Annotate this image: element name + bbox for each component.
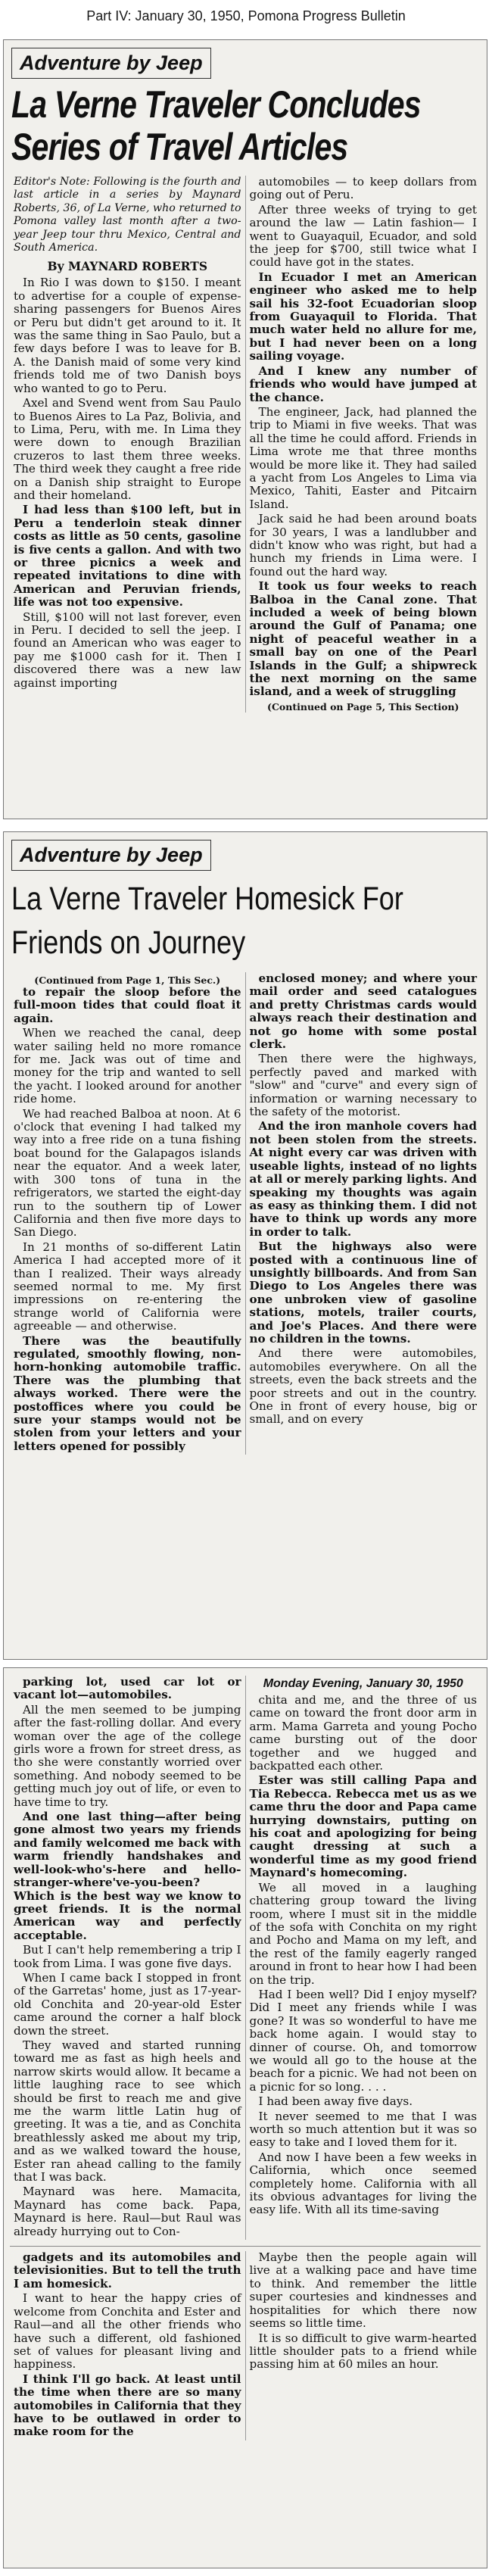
article-columns (4, 1668, 487, 2240)
paragraph: Then there were the highways, perfectly paved and marked with "slow" and "curve" and every sign of information or warning necessary to the safety of the motorist. (249, 1052, 477, 1119)
paragraph: enclosed money; and where your mail order and seed catalogues and pretty Christmas cards would always reach their destination and not go home with some postal clerk. (249, 971, 477, 1052)
headline: La Verne Traveler Homesick For Friends on Journey (11, 881, 403, 961)
paragraph: I had less than $100 left, but in Peru a tenderloin steak dinner costs as little as 50 cents, gasoline is five cents a gallon. And with two or three picnics a week and repeated invitations to dine with American and Peruvian friends, life was not too expensive. (14, 503, 241, 610)
paragraph: parking lot, used car lot or vacant lot—automobiles. (14, 1675, 241, 1702)
headline: La Verne Traveler Concludes Series of Travel Articles (11, 83, 421, 168)
continuation-note: (Continued on Page 5, This Section) (267, 700, 459, 713)
dateline: Monday Evening, January 30, 1950 (263, 1677, 463, 1690)
paragraph: Axel and Svend went from Sau Paulo to Buenos Aires to La Paz, Bolivia, and to Lima, Peru, with me. In Lima they were down to enough Brazilian cruzeros to last them three weeks. The third week they caught a free ride on a Danish ship straight to Europe and their homeland. (14, 396, 241, 502)
column-right (245, 972, 481, 1455)
column-left (10, 972, 245, 1455)
paragraph: And one last thing—after being gone almost two years my friends and family welcomed me back with warm friendly handshakes and well-look-who's-here and hello-stranger-where've-you-been? Which is the best way we know to greet friends. It is the normal American way and perfectly acceptable. (14, 1810, 241, 1942)
series-tag: Adventure by Jeep (11, 48, 211, 79)
paragraph: I want to hear the happy cries of welcome from Conchita and Ester and Raul—and all the other friends who have such a different, old fashioned set of values for pleasant living and happiness. (14, 2291, 241, 2372)
paragraph: Had I been well? Did I enjoy myself? Did I meet any friends while I was gone? It was so wonderful to have me back home again. I would stay to dinner of course. Oh, and tomorrow we would all go to the house at the beach for a picnic. We had not been on a picnic for so long. . . . (249, 1987, 477, 2094)
column-right (245, 1676, 481, 2240)
paragraph: It is so difficult to give warm-hearted little shoulder pats to a friend while passing him at 60 miles an hour. (249, 2331, 477, 2372)
paragraph: Jack said he had been around boats for 30 years, I was a landlubber and didn't know who was right, but had a hunch my friends in Lima were. I found out the hard way. (249, 512, 477, 579)
paragraph: Editor's Note: Following is the fourth and last article in a series by Maynard Roberts, 36, of La Verne, who returned to Pomona valley last month after a two-year Jeep tour thru Mexico, Central and South America. (14, 176, 241, 254)
column-bottom-right (245, 2251, 481, 2440)
paragraph: I had been away five days. (258, 2094, 413, 2109)
paragraph: We had reached Balboa at noon. At 6 o'clock that evening I had talked my way into a free ride on a tuna fishing boat bound for the Galapagos islands near the equator. And a week later, with 300 tons of tuna in the refrigerators, we started the eight-day run to the southern tip of Lower California and then five more days to San Diego. (14, 1106, 241, 1240)
paragraph: Maybe then the people again will live at a walking pace and have time to think. And remember the little super courtesies and kindnesses and hospitalities for which there now seems so little time. (249, 2250, 477, 2331)
article-columns (4, 965, 487, 1455)
paragraph: Ester was still calling Papa and Tia Rebecca. Rebecca met us as we came thru the door and Papa came hurrying downstairs, putting on his coat and apologizing for being caught dressing at such a wonderful time as my good friend Maynard's homecoming. (249, 1773, 477, 1880)
paragraph: They waved and started running toward me as fast as high heels and narrow skirts would allow. It became a little laughing race to see which should be first to reach me and give me the warm little Latin hug of greeting. It was a tie, and as Conchita breathlessly asked me about my trip, and as we walked toward the house, Ester ran ahead calling to the family that I was back. (14, 2038, 241, 2185)
paragraph: But I can't help remembering a trip I took from Lima. I was gone five days. (14, 1943, 241, 1970)
paragraph: In Rio I was down to $150. I meant to advertise for a couple of expense-sharing passengers for Buenos Aires or Peru but didn't get around to it. It was the same thing in Sao Paulo, but a few days before I was to leave for B. A. the Danish maid of some very kind friends told me of two Danish boys who wanted to go to Peru. (14, 276, 241, 395)
paragraph: Maynard was here. Mamacita, Maynard has come back. Papa, Maynard is here. Raul—but Raul was already hurrying out to Con- (14, 2185, 241, 2238)
column-right-body (250, 1694, 478, 2217)
paragraph: chita and me, and the three of us came on toward the front door arm in arm. Mama Garreta and young Pocho came bursting out of the door together and we hugged and backpatted each other. (249, 1693, 477, 1773)
clipping-part-three (3, 1667, 487, 2568)
paragraph: And I knew any number of friends who would have jumped at the chance. (249, 363, 477, 404)
article-columns (4, 168, 487, 713)
paragraph: And now I have been a few weeks in California, which once seemed completely home. California with all its obvious advantages for living the easy life. With all its time-saving (249, 2150, 477, 2217)
paragraph: It never seemed to me that I was worth so much attention but it was so easy to take and I loved them for it. (249, 2109, 477, 2150)
paragraph: It took us four weeks to reach Balboa in the Canal zone. That included a week of being blown around the Gulf of Panama; one night of peaceful weather in a small bay on one of the Pearl Islands in the Gulf; a shipwreck the next morning on the same island, and a week of struggling (249, 579, 477, 699)
paragraph: to repair the sloop before the full-moon tides that could float it again. (14, 985, 241, 1025)
paragraph: automobiles — to keep dollars from going out of Peru. (249, 175, 477, 202)
paragraph: In Ecuador I met an American engineer who asked me to help sail his 32-foot Ecuadorian sloop from Guayaquil to Florida. That much water held no allure for me, but I had never been on a long sailing voyage. (249, 270, 477, 363)
paragraph: I think I'll go back. At least until the time when there are so many automobiles in California that they have to be outlawed in order to make room for the (14, 2372, 241, 2439)
paragraph: But the highways also were posted with a continuous line of unsightly billboards. And from San Diego to Los Angeles there was one unbroken view of gasoline stations, motels, trailer courts, and Joe's Places. And there were no children in the towns. (249, 1240, 477, 1346)
paragraph: gadgets and its automobiles and televisionities. But to tell the truth I am homesick. (14, 2250, 241, 2291)
clipping-part-one (3, 39, 487, 819)
clipping-part-two (3, 831, 487, 1660)
article-columns-bottom (4, 2247, 487, 2440)
paragraph: And there were automobiles, automobiles everywhere. On all the streets, even the back streets and the poor streets and out in the country. One in front of every house, big or small, and on every (249, 1346, 477, 1427)
paragraph: The engineer, Jack, had planned the trip to Miami in five weeks. That was all the time he could afford. Friends in Lima wrote me that three months would be more like it. They had sailed a yacht from Los Angeles to Lima via Mexico, Tahiti, Easter and Pitcairn Island. (249, 404, 477, 511)
paragraph: When I came back I stopped in front of the Garretas' home, just as 17-year-old Conchita and 20-year-old Ester came around the corner a half block down the street. (14, 1970, 241, 2038)
paragraph: After three weeks of trying to get around the law — Latin fashion— I went to Guayaquil, Ecuador, and sold the jeep for $700, still twice what I could have got in the states. (249, 202, 477, 270)
page-caption: Part IV: January 30, 1950, Pomona Progress Bulletin (86, 8, 406, 23)
column-left (10, 176, 245, 713)
paragraph: In 21 months of so-different Latin America I had accepted more of it than I realized. Their ways already seemed normal to me. My first impressions on re-entering the strange world of California were agreeable — and otherwise. (14, 1240, 241, 1333)
paragraph: When we reached the canal, deep water sailing held no more romance for me. Jack was out of time and money for the trip and wanted to sell the yacht. I looked around for another ride home. (14, 1026, 241, 1106)
paragraph: And the iron manhole covers had not been stolen from the streets. At night every car was driven with useable lights, instead of no lights at all or merely parking lights. And speaking my thoughts was again as easy as thinking them. I did not have to think up words any more in order to talk. (249, 1119, 477, 1239)
paragraph: We all moved in a laughing chattering group toward the living room, where I must sit in the middle of the sofa with Conchita on my right and Pocho and Mama on my left, and the rest of the family eagerly ranged around in front to hear how I had been on the trip. (249, 1880, 477, 1987)
paragraph: All the men seemed to be jumping after the fast-rolling dollar. And every woman over the age of the college girls wore a frown for street dress, as tho she were constantly worried over something. And nobody seemed to be getting much joy out of life, or even to have time to try. (14, 1702, 241, 1809)
series-tag: Adventure by Jeep (11, 840, 211, 871)
column-bottom-left (10, 2251, 245, 2440)
column-left (10, 1676, 245, 2240)
paragraph: There was the beautifully regulated, smoothly flowing, non-horn-honking automobile traffic. There was the plumbing that always worked. There were the postoffices where you could be sure your stamps would not be stolen from your letters and your letters opened for possibly (14, 1333, 241, 1453)
paragraph: Still, $100 will not last forever, even in Peru. I decided to sell the jeep. I found an American who was eager to pay me $1000 cash for it. Then I discovered there was a new law against importing (14, 610, 241, 690)
column-right (245, 176, 481, 713)
continuation-note: (Continued from Page 1, This Sec.) (34, 975, 221, 986)
byline: By MAYNARD ROBERTS (47, 259, 208, 274)
